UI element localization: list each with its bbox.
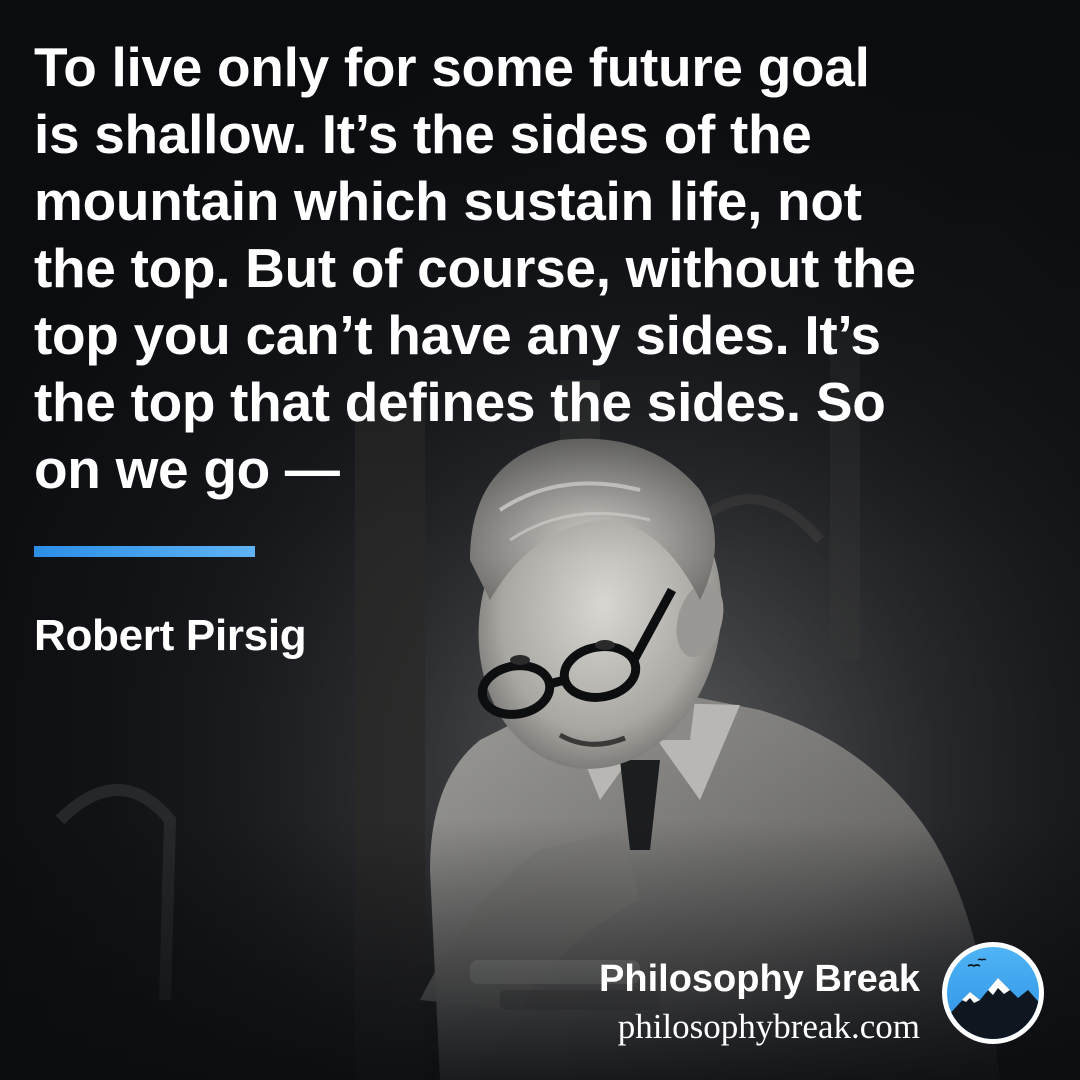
accent-divider <box>34 546 255 557</box>
author-name: Robert Pirsig <box>34 611 307 660</box>
brand-name: Philosophy Break <box>599 958 920 1000</box>
brand-url: philosophybreak.com <box>617 1007 920 1046</box>
quote-text: To live only for some future goal is shallow. It’s the sides of the mountain which sustain life, not the top. But of course, without the top you can’t have any sides. It’s the top that defines the sides. So on we go — <box>34 36 916 500</box>
mountain-logo-icon <box>940 940 1046 1046</box>
